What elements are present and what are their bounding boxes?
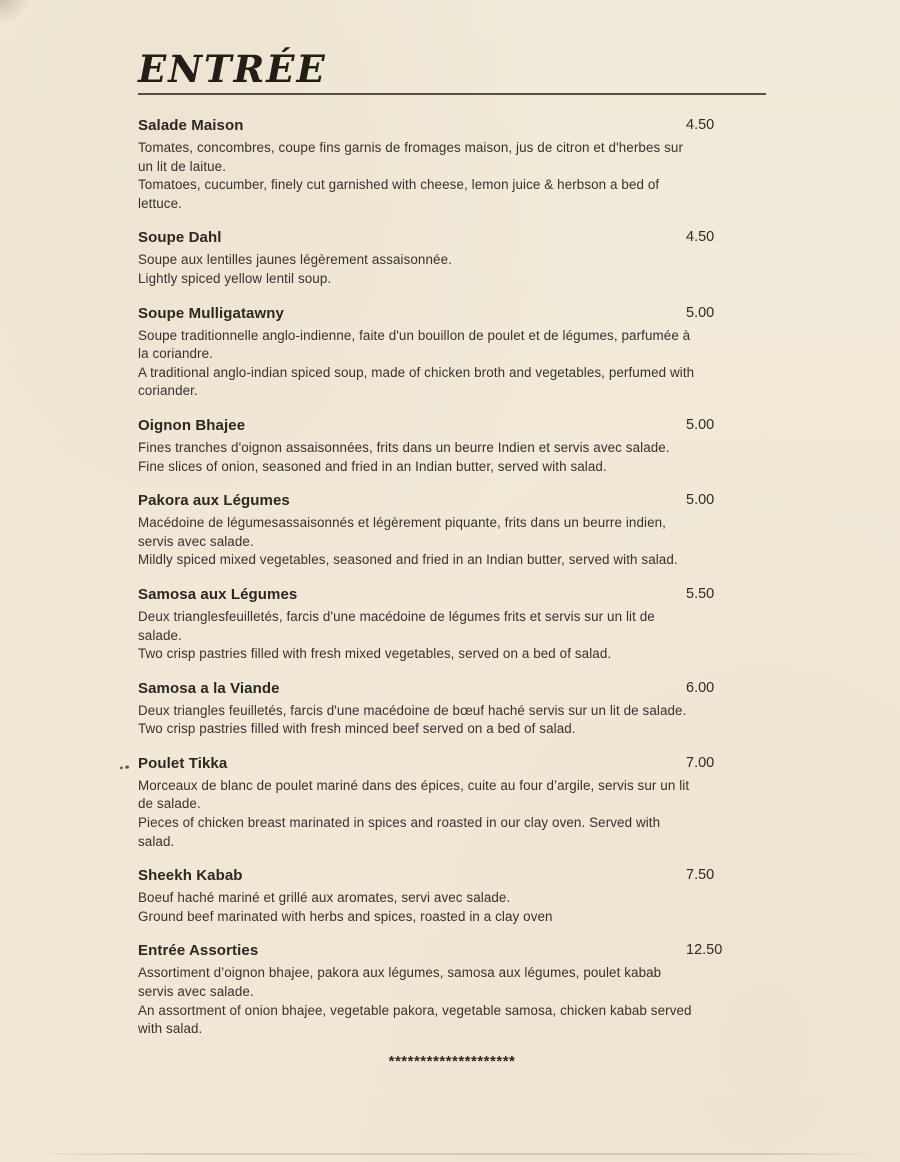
menu-item-header	[138, 415, 766, 436]
item-description-french: Boeuf haché mariné et grillé aux aromates, servi avec salade.	[138, 890, 511, 906]
item-price: 5.50	[686, 585, 715, 602]
page-title: ENTRÉE	[138, 47, 327, 91]
item-name: Soupe Dahl	[138, 229, 222, 247]
title-divider	[138, 93, 766, 95]
ink-mark	[120, 765, 129, 769]
menu-item-header	[138, 753, 766, 774]
menu-item	[138, 415, 766, 476]
footer-divider: ********************	[388, 1052, 516, 1070]
item-name: Oignon Bhajee	[138, 416, 246, 434]
menu-item	[138, 227, 766, 288]
menu-item	[138, 678, 766, 739]
menu-content	[138, 0, 766, 1070]
menu-item	[138, 303, 766, 401]
item-price: 5.00	[686, 304, 715, 321]
item-price: 7.00	[686, 754, 715, 771]
menu-item-header	[138, 940, 766, 961]
menu-item-header	[138, 303, 766, 324]
item-description-english: Two crisp pastries filled with fresh minced beef served on a bed of salad.	[138, 721, 576, 737]
item-name: Samosa aux Légumes	[138, 585, 298, 603]
menu-item-header	[138, 115, 766, 136]
item-description-english: Two crisp pastries filled with fresh mixed vegetables, served on a bed of salad.	[138, 646, 612, 662]
menu-list	[138, 115, 766, 1039]
item-description-english: Mildly spiced mixed vegetables, seasoned and fried in an Indian butter, served with salad.	[138, 552, 678, 568]
menu-item-header	[138, 678, 766, 699]
menu-item	[138, 940, 766, 1038]
menu-item-header	[138, 490, 766, 511]
item-price: 4.50	[686, 117, 715, 133]
item-price: 7.50	[686, 867, 715, 884]
item-description-english: A traditional anglo-indian spiced soup, made of chicken broth and vegetables, perfumed with coriander.	[138, 364, 695, 399]
menu-item	[138, 490, 766, 570]
item-price: 5.00	[686, 416, 715, 433]
menu-item-header	[138, 865, 766, 886]
item-description-french: Morceaux de blanc de poulet mariné dans des épices, cuite au four d’argile, servis sur un lit de salade.	[138, 777, 690, 812]
item-description-english: Lightly spiced yellow lentil soup.	[138, 270, 332, 286]
item-description-english: Fine slices of onion, seasoned and fried in an Indian butter, served with salad.	[138, 458, 607, 474]
item-description-french: Soupe traditionnelle anglo-indienne, faite d'un bouillon de poulet et de légumes, parfumée à la coriandre.	[138, 327, 691, 362]
item-price: 6.00	[686, 679, 715, 696]
item-price: 4.50	[686, 229, 715, 246]
item-description-english: Tomatoes, cucumber, finely cut garnished with cheese, lemon juice & herbson a bed of lettuce.	[138, 177, 660, 211]
menu-item	[138, 584, 766, 664]
item-description-french: Fines tranches d'oignon assaisonnées, frits dans un beurre Indien et servis avec salade.	[138, 439, 670, 455]
item-description-french: Soupe aux lentilles jaunes légèrement assaisonnée.	[138, 252, 452, 268]
item-name: Soupe Mulligatawny	[138, 304, 284, 322]
menu-item	[138, 115, 766, 213]
item-description-french: Deux triangles feuilletés, farcis d'une macédoine de bœuf haché servis sur un lit de salade.	[138, 702, 687, 718]
item-description-english: An assortment of onion bhajee, vegetable pakora, vegetable samosa, chicken kabab served with salad.	[138, 1002, 692, 1037]
menu-item	[138, 865, 766, 926]
menu-item	[138, 753, 766, 851]
item-name: Samosa a la Viande	[138, 679, 280, 697]
item-description-french: Deux trianglesfeuilletés, farcis d'une macédoine de légumes frits et servis sur un lit de salade.	[138, 608, 655, 643]
item-name: Sheekh Kabab	[138, 867, 243, 885]
item-name: Salade Maison	[138, 117, 244, 134]
item-price: 12.50	[686, 942, 723, 959]
item-price: 5.00	[686, 492, 715, 509]
item-description-french: Tomates, concombres, coupe fins garnis de fromages maison, jus de citron et d'herbes sur un lit de laitue.	[138, 140, 684, 174]
menu-item-header	[138, 584, 766, 605]
item-description-english: Pieces of chicken breast marinated in spices and roasted in our clay oven. Served with salad.	[138, 815, 661, 849]
item-description-french: Assortiment d’oignon bhajee, pakora aux légumes, samosa aux légumes, poulet kabab servis avec salade.	[138, 965, 662, 1000]
item-name: Pakora aux Légumes	[138, 492, 290, 510]
item-name: Poulet Tikka	[138, 754, 228, 772]
item-description-english: Ground beef marinated with herbs and spices, roasted in a clay oven	[138, 908, 553, 924]
menu-item-header	[138, 227, 766, 248]
item-name: Entrée Assorties	[138, 942, 259, 960]
item-description-french: Macédoine de légumesassaisonnés et légèrement piquante, frits dans un beurre indien, servis avec salade.	[138, 515, 666, 549]
scan-smudge	[0, 0, 32, 24]
